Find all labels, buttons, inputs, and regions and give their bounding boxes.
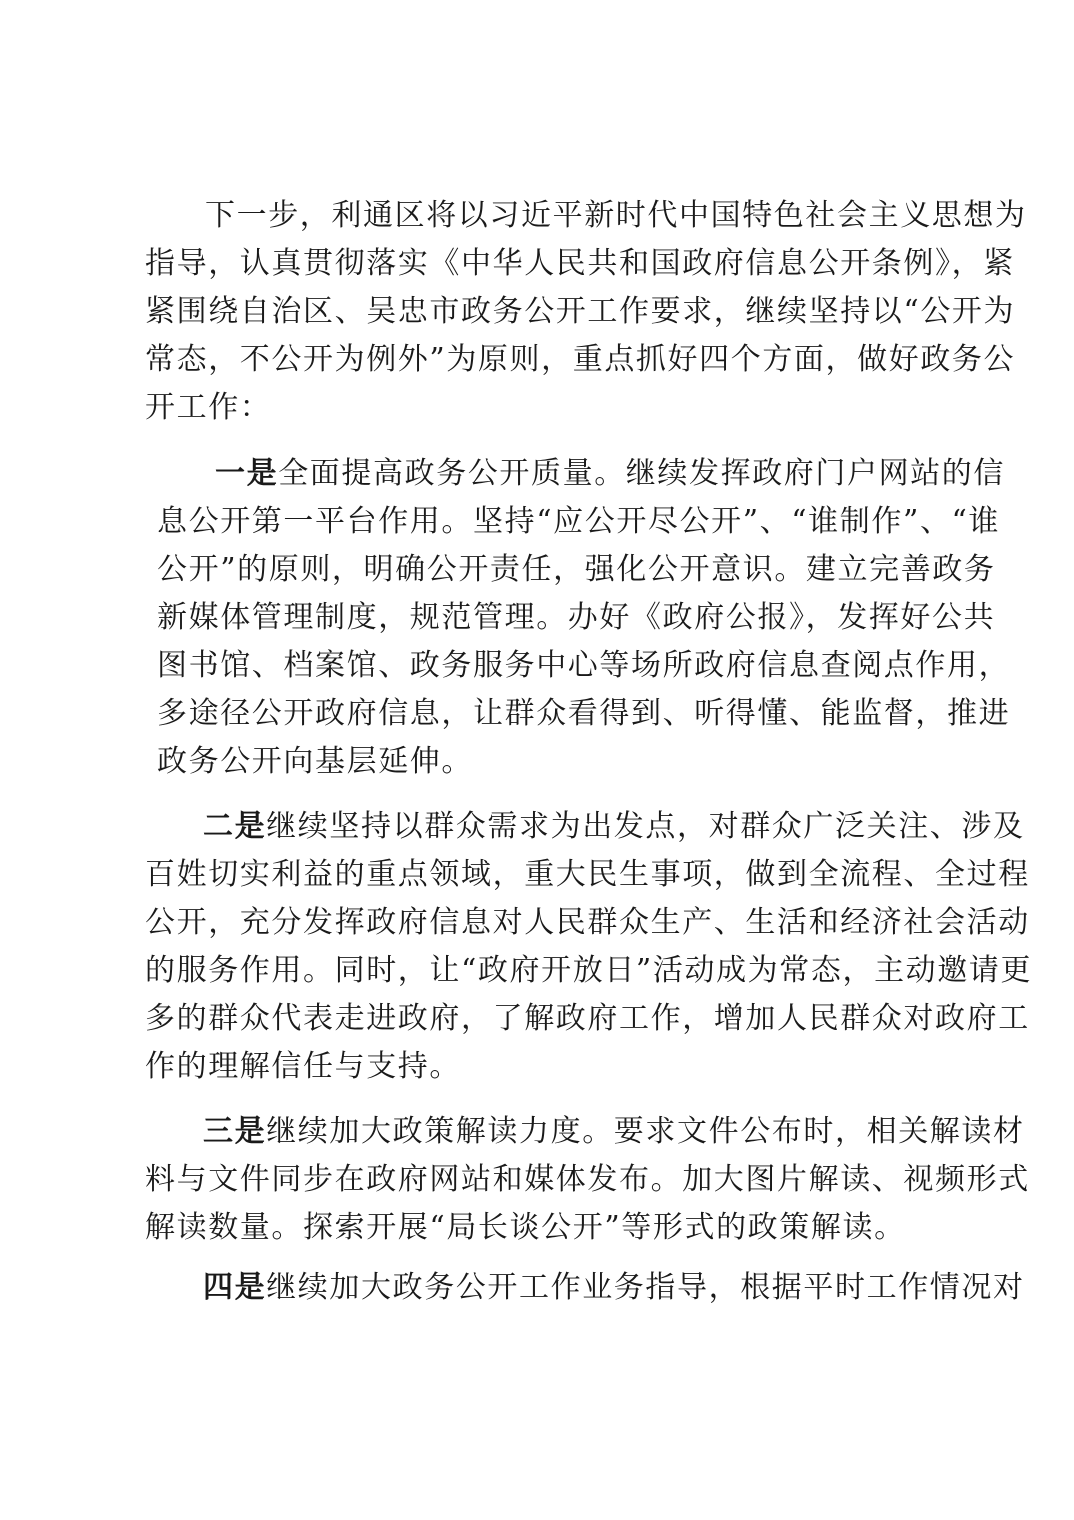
text-line: 下一步，利通区将以习近平新时代中国特色社会主义思想为 (205, 198, 1027, 233)
text-run: 全面提高政务公开质量。继续发挥政府门户网站的信 (278, 456, 1006, 491)
text-line: 多的群众代表走进政府，了解政府工作，增加人民群众对政府工 (145, 1001, 1030, 1036)
text-line (145, 1108, 1025, 1156)
text-line: 息公开第一平台作用。坚持“应公开尽公开”、“谁制作”、“谁 (157, 504, 1001, 539)
paragraph-lead: 二是 (203, 809, 267, 844)
paragraph-item-2 (145, 803, 1033, 1091)
paragraph-intro (145, 192, 1027, 432)
text-line (145, 1264, 1025, 1312)
text-line: 作的理解信任与支持。 (145, 1049, 461, 1084)
text-line: 多途径公开政府信息，让群众看得到、听得懂、能监督，推进 (157, 696, 1011, 731)
paragraph-lead: 一是 (215, 456, 279, 491)
text-line: 公开，充分发挥政府信息对人民群众生产、生活和经济社会活动 (145, 905, 1030, 940)
text-line: 新媒体管理制度，规范管理。办好《政府公报》，发挥好公共 (157, 600, 996, 635)
text-line: 指导，认真贯彻落实《中华人民共和国政府信息公开条例》，紧 (145, 246, 1015, 281)
text-line: 公开”的原则，明确公开责任，强化公开意识。建立完善政务 (157, 552, 996, 587)
paragraph-item-4 (145, 1264, 1025, 1312)
text-line: 的服务作用。同时，让“政府开放日”活动成为常态，主动邀请更 (145, 953, 1033, 988)
paragraph-item-3 (145, 1108, 1030, 1252)
paragraph-item-1 (157, 450, 1011, 786)
text-line (157, 450, 1006, 498)
paragraph-lead: 四是 (203, 1270, 267, 1305)
text-line: 政务公开向基层延伸。 (157, 744, 473, 779)
paragraph-lead: 三是 (203, 1114, 267, 1149)
text-line: 开工作： (145, 390, 272, 425)
text-line: 百姓切实利益的重点领域，重大民生事项，做到全流程、全过程 (145, 857, 1030, 892)
text-line: 图书馆、档案馆、政务服务中心等场所政府信息查阅点作用， (157, 648, 1011, 683)
text-line: 紧围绕自治区、吴忠市政务公开工作要求，继续坚持以“公开为 (145, 294, 1016, 329)
text-line: 料与文件同步在政府网站和媒体发布。加大图片解读、视频形式 (145, 1162, 1030, 1197)
text-line (145, 803, 1025, 851)
text-run: 继续加大政务公开工作业务指导，根据平时工作情况对 (266, 1270, 1025, 1305)
text-line: 常态，不公开为例外”为原则，重点抓好四个方面，做好政务公 (145, 342, 1016, 377)
text-run: 继续加大政策解读力度。要求文件公布时，相关解读材 (266, 1114, 1025, 1149)
text-run: 继续坚持以群众需求为出发点，对群众广泛关注、涉及 (266, 809, 1025, 844)
text-line: 解读数量。探索开展“局长谈公开”等形式的政策解读。 (145, 1210, 906, 1245)
